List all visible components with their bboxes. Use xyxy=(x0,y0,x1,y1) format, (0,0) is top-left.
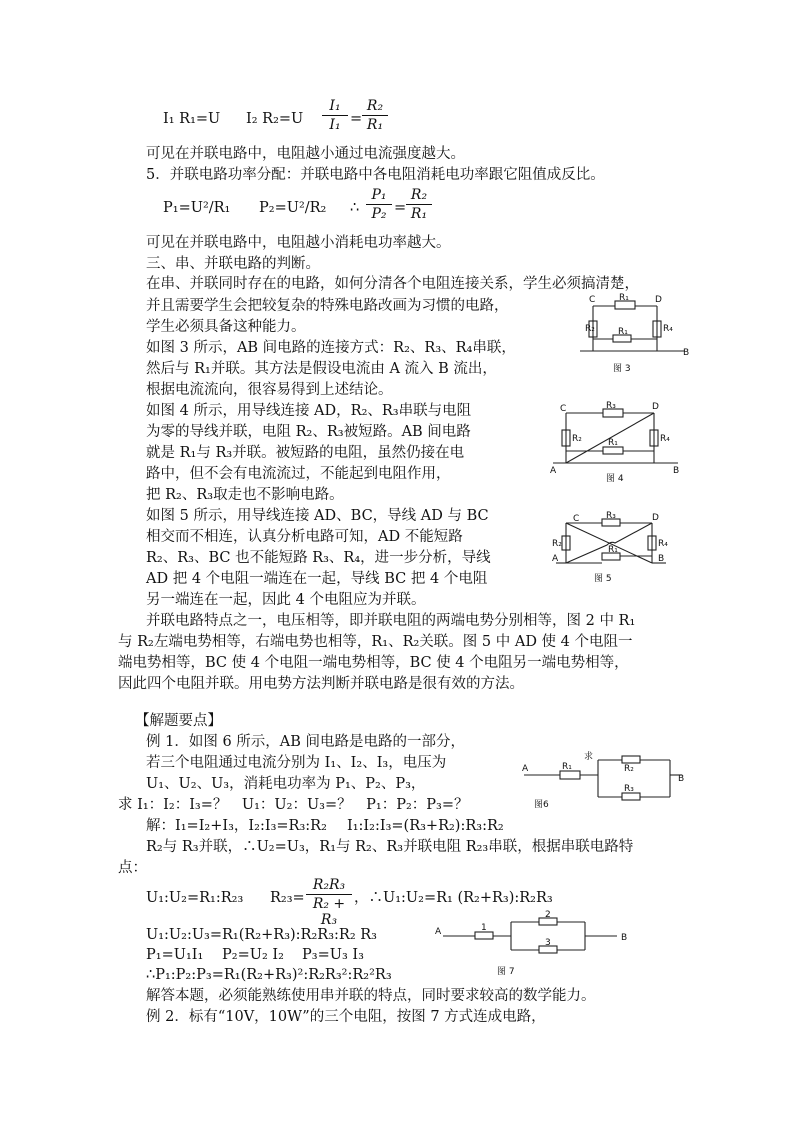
text-line: 并且需要学生会把较复杂的特殊电路改画为习惯的电路， xyxy=(146,298,509,314)
eq-p1-def: P₁=U₁I₁ xyxy=(146,947,204,963)
text-line: 可见在并联电路中，电阻越小通过电流强度越大。 xyxy=(146,146,465,162)
eq-p3-def: P₃=U₃ I₃ xyxy=(302,947,364,963)
text-line: R₂、R₃、BC 也不能短路 R₃、R₄，进一步分析，导线 xyxy=(146,550,491,566)
resistor-label: R₃ xyxy=(624,784,634,794)
eq-r23: R₂₃= xyxy=(270,890,305,906)
resistor-label: R₁ xyxy=(608,438,618,448)
figure-7-circuit xyxy=(435,912,635,982)
resistor-label: 3 xyxy=(545,938,551,948)
text-line: 另一端连在一起，因此 4 个电阻应为并联。 xyxy=(146,592,426,608)
resistor-label: R₁ xyxy=(619,293,629,303)
text-line: 若三个电阻通过电流分别为 I₁、I₂、I₃，电压为 xyxy=(146,755,447,771)
figure-3-circuit xyxy=(575,293,695,373)
node-label-d: D xyxy=(652,513,659,523)
text-line: 如图 3 所示，AB 间电路的连接方式：R₂、R₃、R₄串联， xyxy=(146,340,516,356)
figure-4-circuit xyxy=(548,403,688,483)
figure-caption: 图 4 xyxy=(606,474,624,484)
text-line: 解答本题，必须能熟练使用串并联的特点，同时要求较高的数学能力。 xyxy=(146,988,596,1004)
fraction-resistance-ratio-2: R₂ R₁ xyxy=(406,187,432,222)
eq-p-ratio: ∴P₁:P₂:P₃=R₁(R₂+R₃)²:R₂R₃²:R₂²R₃ xyxy=(146,967,392,983)
resistor-label: R₁ xyxy=(618,327,628,337)
fraction-r23: R₂R₃ R₂ + R₃ xyxy=(306,877,352,928)
resistor-label: 1 xyxy=(481,923,487,933)
figure-caption: 图6 xyxy=(534,800,549,810)
fraction-power-ratio: P₁ P₂ xyxy=(366,187,392,222)
text-line: 可见在并联电路中，电阻越小消耗电功率越大。 xyxy=(146,235,451,251)
eq-p2-def: P₂=U₂ I₂ xyxy=(222,947,284,963)
resistor-label: R₁ xyxy=(562,762,572,772)
text-line: 例 1．如图 6 所示，AB 间电路是电路的一部分， xyxy=(146,734,466,750)
fraction-current-ratio: I₁ I₁ xyxy=(322,98,348,133)
node-label-b: B xyxy=(673,466,680,476)
eq-u-ratio-result: ，∴U₁:U₂=R₁ (R₂+R₃):R₂R₃ xyxy=(354,890,553,906)
text-line: U₁、U₂、U₃，消耗电功率为 P₁、P₂、P₃， xyxy=(146,776,426,792)
node-label-b: B xyxy=(678,774,685,784)
text-line: 并联电路特点之一，电压相等，即并联电阻的两端电势分别相等，图 2 中 R₁ xyxy=(146,613,636,629)
text-line: 学生必须具备这种能力。 xyxy=(146,319,306,335)
node-label-c: C xyxy=(589,295,596,305)
text-line: 路中，但不会有电流流过，不能起到电阻作用， xyxy=(146,466,451,482)
resistor-label: R₂ xyxy=(624,764,634,774)
figure-6-circuit xyxy=(520,745,695,830)
node-label-c: C xyxy=(560,404,567,414)
text-line: 就是 R₁与 R₃并联。被短路的电阻，虽然仍接在电 xyxy=(146,445,465,461)
figure-note: 求 xyxy=(584,752,594,762)
eq-i2r2: I₂ R₂=U xyxy=(246,111,304,127)
text-line: 然后与 R₁并联。其方法是假设电流由 A 流入 B 流出， xyxy=(146,361,497,377)
figure-caption: 图 7 xyxy=(497,967,515,977)
text-line: 把 R₂、R₃取走也不影响电路。 xyxy=(146,487,344,503)
text-line: 如图 5 所示，用导线连接 AD、BC，导线 AD 与 BC xyxy=(146,508,489,524)
node-label-d: D xyxy=(655,295,662,305)
text-line: 相交而不相连，认真分析电路可知，AD 不能短路 xyxy=(146,529,463,545)
section-heading: 三、串、并联电路的判断。 xyxy=(146,256,320,272)
resistor-label: R₄ xyxy=(660,434,670,444)
node-label-a: A xyxy=(522,764,529,774)
therefore-sign: ∴ xyxy=(350,200,360,216)
eq-p1: P₁=U²/R₁ xyxy=(163,200,231,216)
equals-sign: = xyxy=(350,111,363,127)
text-line: 求 I₁：I₂：I₃=？ U₁：U₂：U₃=？ P₁：P₂：P₃=？ xyxy=(118,797,469,813)
text-line: AD 把 4 个电阻一端连在一起，导线 BC 把 4 个电阻 xyxy=(146,571,488,587)
eq-i1r1: I₁ R₁=U xyxy=(163,111,221,127)
figure-caption: 图 3 xyxy=(613,364,631,374)
text-line: 与 R₂左端电势相等，右端电势也相等，R₁、R₂关联。图 5 中 AD 使 4 个电阻一 xyxy=(118,634,633,650)
solution-line: 解：I₁=I₂+I₃，I₂:I₃=R₃:R₂ xyxy=(146,818,327,834)
text-line: 例 2．标有“10V，10W”的三个电阻，按图 7 方式连成电路， xyxy=(146,1009,546,1025)
text-line: 为零的导线并联，电阻 R₂、R₃被短路。AB 间电路 xyxy=(146,424,471,440)
section-item-5: 5．并联电路功率分配：并联电路中各电阻消耗电功率跟它阻值成反比。 xyxy=(146,167,605,183)
fraction-resistance-ratio: R₂ R₁ xyxy=(362,98,388,133)
text-line: 因此四个电阻并联。用电势方法判断并联电路是很有效的方法。 xyxy=(118,676,524,692)
node-label-b: B xyxy=(683,348,690,358)
eq-u-ratio: U₁:U₂=R₁:R₂₃ xyxy=(146,890,244,906)
text-line: 根据电流流向，很容易得到上述结论。 xyxy=(146,382,393,398)
equals-sign: = xyxy=(394,200,407,216)
resistor-label: R₁ xyxy=(608,545,618,555)
resistor-label: 2 xyxy=(545,910,551,920)
resistor-label: R₃ xyxy=(606,511,616,521)
text-line: 如图 4 所示，用导线连接 AD，R₂、R₃串联与电阻 xyxy=(146,403,472,419)
node-label-a: A xyxy=(550,466,557,476)
text-line: 端电势相等，BC 使 4 个电阻一端电势相等，BC 使 4 个电阻另一端电势相等， xyxy=(118,655,629,671)
resistor-label: R₂ xyxy=(552,539,562,549)
node-label-d: D xyxy=(652,402,659,412)
text-line: 在串、并联同时存在的电路，如何分清各个电阻连接关系，学生必须搞清楚， xyxy=(146,276,639,292)
node-label-a: A xyxy=(435,927,442,937)
node-label-a: A xyxy=(552,554,559,564)
resistor-label: R₃ xyxy=(606,401,616,411)
figure-5-circuit xyxy=(552,513,672,583)
node-label-c: C xyxy=(573,514,580,524)
resistor-label: R₂ xyxy=(572,434,582,444)
eq-p2: P₂=U²/R₂ xyxy=(259,200,327,216)
node-label-b: B xyxy=(621,933,628,943)
resistor-label: R₄ xyxy=(663,324,673,334)
node-label-b: B xyxy=(658,554,665,564)
resistor-label: R₄ xyxy=(658,539,668,549)
resistor-label: R₂ xyxy=(585,324,595,334)
section-heading-solving: 【解题要点】 xyxy=(135,713,222,729)
text-line: R₂与 R₃并联，∴U₂=U₃，R₁与 R₂、R₃并联电阻 R₂₃串联，根据串联电路特 xyxy=(146,839,634,855)
text-line: 点： xyxy=(118,860,147,876)
eq-u-three-ratio: U₁:U₂:U₃=R₁(R₂+R₃):R₂R₃:R₂ R₃ xyxy=(146,927,377,943)
figure-caption: 图 5 xyxy=(594,574,612,584)
solution-line: I₁:I₂:I₃=(R₃+R₂):R₃:R₂ xyxy=(347,818,504,834)
